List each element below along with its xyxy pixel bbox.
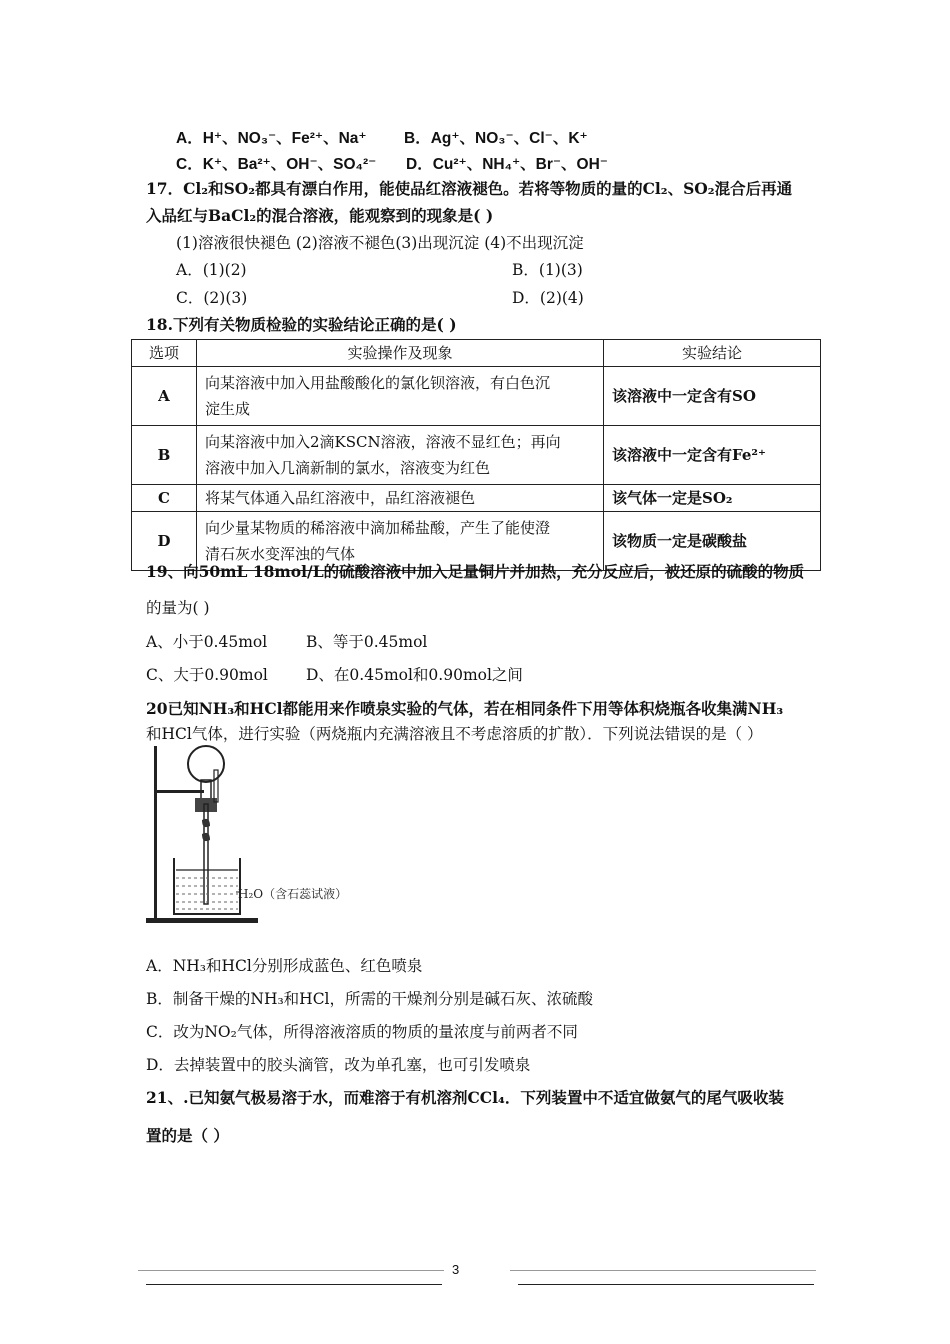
- fountain-apparatus-figure: [140, 742, 365, 930]
- row-operation-line: 淀生成: [205, 400, 251, 418]
- dropper: [214, 770, 218, 802]
- table-header-option: 选项: [132, 340, 197, 367]
- q17-option-c: C．(2)(3): [176, 289, 248, 307]
- row-option: D: [132, 512, 197, 571]
- page-number: 3: [452, 1262, 460, 1277]
- q20-stem-text: 20已知NH₃和HCl都能用来作喷泉实验的气体，若在相同条件下用等体积烧瓶各收集满NH₃: [146, 699, 784, 718]
- q20-option-c: C．改为NO₂气体，所得溶液溶质的物质的量浓度与前两者不同: [146, 1023, 578, 1041]
- round-flask: [188, 746, 224, 782]
- footer-rule-left: [146, 1284, 442, 1285]
- row-conclusion: 该溶液中一定含有Fe²⁺: [604, 426, 821, 485]
- table-row: [132, 367, 821, 426]
- row-operation-line: 向某溶液中加入2滴KSCN溶液，溶液不显红色；再向: [205, 433, 561, 451]
- q19-option-d: D、在0.45mol和0.90mol之间: [306, 666, 523, 684]
- q17-option-b: B．(1)(3): [512, 261, 583, 279]
- stand-base: [146, 918, 258, 923]
- table-row: [132, 485, 821, 512]
- q17-option-d: D．(2)(4): [512, 289, 584, 307]
- q17-stem-line2: 入品红与BaCl₂的混合溶液，能观察到的现象是( ): [146, 206, 494, 225]
- q20-option-b: B．制备干燥的NH₃和HCl，所需的干燥剂分别是碱石灰、浓硫酸: [146, 990, 594, 1008]
- q19-option-c: C、大于0.90mol: [146, 666, 268, 684]
- q17-option-a: A．(1)(2): [176, 261, 247, 279]
- table-header-conclusion: 实验结论: [604, 340, 821, 367]
- row-option: C: [132, 485, 197, 512]
- q16-option-a: A．H⁺、NO₃⁻、Fe²⁺、Na⁺: [176, 130, 367, 147]
- q20-stem-line2: 和HCl气体，进行实验（两烧瓶内充满溶液且不考虑溶质的扩散）．下列说法错误的是（ ）: [146, 725, 763, 743]
- q16-option-b: B．Ag⁺、NO₃⁻、Cl⁻、K⁺: [404, 130, 588, 147]
- footer-rule-left-top: [138, 1270, 444, 1271]
- q19-stem-line2: 的量为( ): [146, 599, 210, 617]
- q20-option-d: D．去掉装置中的胶头滴管，改为单孔塞，也可引发喷泉: [146, 1056, 531, 1074]
- q16-option-c: C．K⁺、Ba²⁺、OH⁻、SO₄²⁻: [176, 156, 377, 173]
- q17-stem-line3: (1)溶液很快褪色 (2)溶液不褪色(3)出现沉淀 (4)不出现沉淀: [176, 234, 584, 252]
- q16-option-d: D．Cu²⁺、NH₄⁺、Br⁻、OH⁻: [406, 156, 608, 173]
- row-operation-line: 溶液中加入几滴新制的氯水，溶液变为红色: [205, 459, 491, 477]
- q19-stem-line1: 19、向50mL 18mol/L的硫酸溶液中加入足量铜片并加热，充分反应后，被还原的硫酸的物质: [146, 562, 805, 581]
- row-operation: [197, 367, 604, 426]
- q18-stem: 18.下列有关物质检验的实验结论正确的是( ): [146, 315, 457, 334]
- row-operation-line: 清石灰水变浑浊的气体: [205, 545, 356, 563]
- row-option: B: [132, 426, 197, 485]
- figure-label: H₂O（含石蕊试液）: [238, 887, 348, 901]
- row-operation-line: 向某溶液中加入用盐酸酸化的氯化钡溶液，有白色沉: [205, 374, 551, 392]
- table-header-row: [132, 340, 821, 367]
- q19-option-a: A、小于0.45mol: [146, 633, 268, 651]
- q20-option-a: A．NH₃和HCl分别形成蓝色、红色喷泉: [146, 957, 423, 975]
- table-header-operation: 实验操作及现象: [197, 340, 604, 367]
- q21-stem-line2: 置的是（ ）: [146, 1126, 229, 1145]
- table-row: [132, 426, 821, 485]
- row-conclusion: 该气体一定是SO₂: [604, 485, 821, 512]
- row-conclusion: 该物质一定是碳酸盐: [604, 512, 821, 571]
- clamp-arm: [156, 790, 204, 793]
- q19-option-b: B、等于0.45mol: [306, 633, 428, 651]
- footer-rule-right-top: [510, 1270, 816, 1271]
- q18-table: [131, 339, 821, 571]
- row-option: A: [132, 367, 197, 426]
- row-operation: [197, 426, 604, 485]
- stand-rod: [154, 746, 157, 920]
- footer-rule-right: [518, 1284, 814, 1285]
- row-operation-line: 向少量某物质的稀溶液中滴加稀盐酸，产生了能使澄: [205, 519, 551, 537]
- q20-stem-line1: [146, 697, 783, 719]
- row-operation: 将某气体通入品红溶液中，品红溶液褪色: [197, 485, 604, 512]
- row-conclusion: 该溶液中一定含有SO: [604, 367, 821, 426]
- q17-stem-line1: 17．Cl₂和SO₂都具有漂白作用，能使品红溶液褪色。若将等物质的量的Cl₂、SO₂混合后再通: [146, 179, 793, 198]
- q21-stem-line1: 21、.已知氨气极易溶于水，而难溶于有机溶剂CCl₄．下列装置中不适宜做氨气的尾气吸收装: [146, 1088, 784, 1107]
